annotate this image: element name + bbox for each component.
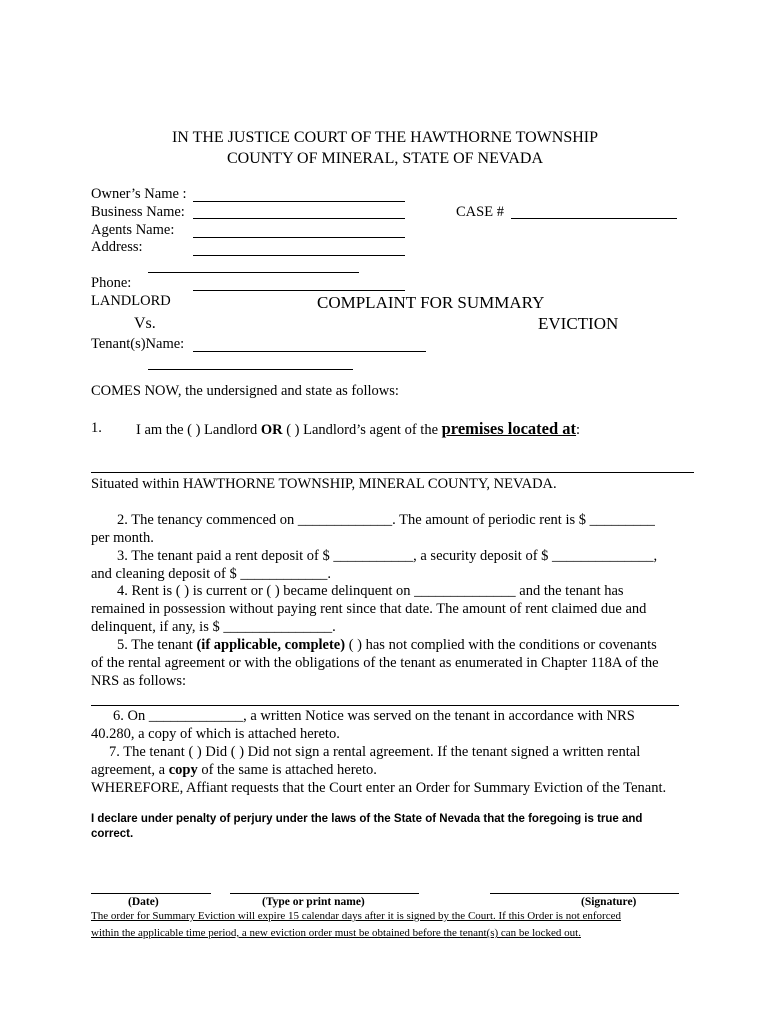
item1-text-a: I am the ( ) Landlord: [136, 422, 261, 438]
tenant-name-field-1[interactable]: [193, 351, 426, 352]
footer-notice-line2: within the applicable time period, a new eviction order must be obtained before the tenant(s) can be locked out.: [91, 927, 581, 939]
agents-name-field[interactable]: [193, 237, 405, 238]
case-number-label: CASE #: [456, 204, 504, 220]
item5-pre: 5. The tenant: [117, 637, 197, 653]
item5-line2: of the rental agreement or with the obligations of the tenant as enumerated in Chapter 118A of the: [91, 655, 659, 671]
item3-line2: and cleaning deposit of $ ____________.: [91, 566, 332, 582]
address-label: Address:: [91, 239, 143, 255]
noncompliance-field[interactable]: [91, 705, 679, 706]
versus-label: Vs.: [134, 315, 156, 332]
signature-line[interactable]: [490, 893, 679, 894]
address-field-2[interactable]: [148, 272, 359, 273]
item5-line3: NRS as follows:: [91, 673, 187, 689]
item6-line2: 40.280, a copy of which is attached hereto.: [91, 726, 340, 742]
tenant-name-field-2[interactable]: [148, 369, 353, 370]
item7-line2: [91, 763, 377, 778]
item5-bold: (if applicable, complete): [196, 637, 346, 653]
print-name-label: (Type or print name): [262, 896, 365, 908]
item1-text-b: ( ) Landlord’s agent of the: [282, 422, 442, 438]
item1-premises: premises located at: [441, 419, 577, 438]
business-name-label: Business Name:: [91, 204, 185, 220]
wherefore-statement: WHEREFORE, Affiant requests that the Court enter an Order for Summary Eviction of the Tenant.: [91, 780, 667, 796]
item5-line1: [117, 638, 657, 653]
date-signature-line[interactable]: [91, 893, 211, 894]
item2-line2: per month.: [91, 530, 154, 546]
owner-name-field[interactable]: [193, 201, 405, 202]
item6-line1: 6. On _____________, a written Notice was served on the tenant in accordance with NRS: [113, 708, 635, 724]
item7-line2-post: of the same is attached hereto.: [197, 762, 377, 778]
declaration-line1: I declare under penalty of perjury under the laws of the State of Nevada that the foregoing is true and: [91, 813, 643, 825]
address-field-1[interactable]: [193, 255, 405, 256]
court-header-line2: COUNTY OF MINERAL, STATE OF NEVADA: [226, 150, 544, 167]
item4-line1: 4. Rent is ( ) is current or ( ) became delinquent on ______________ and the tenant has: [117, 583, 624, 599]
footer-notice-line1: The order for Summary Eviction will expire 15 calendar days after it is signed by the Court. If this Order is not enforced: [91, 910, 621, 922]
signature-label: (Signature): [581, 896, 637, 908]
item7-copy-bold: copy: [168, 762, 198, 778]
item7-line1: 7. The tenant ( ) Did ( ) Did not sign a rental agreement. If the tenant signed a written rental: [109, 744, 641, 760]
item4-line2: remained in possession without paying rent since that date. The amount of rent claimed due and: [91, 601, 647, 617]
declaration-line2: correct.: [91, 828, 134, 840]
complaint-title-line2: EVICTION: [538, 314, 619, 333]
business-name-field[interactable]: [193, 218, 405, 219]
intro-statement: COMES NOW, the undersigned and state as follows:: [91, 383, 399, 399]
item7-line2-pre: agreement, a: [91, 762, 169, 778]
item5-post: ( ) has not complied with the conditions or covenants: [345, 637, 657, 653]
print-name-line[interactable]: [230, 893, 419, 894]
court-header-line1: IN THE JUSTICE COURT OF THE HAWTHORNE TOWNSHIP: [171, 129, 599, 146]
item2-line1: 2. The tenancy commenced on _____________. The amount of periodic rent is $ _________: [117, 512, 655, 528]
phone-label: Phone:: [91, 275, 132, 291]
case-number-field[interactable]: [511, 218, 677, 219]
landlord-label: LANDLORD: [91, 293, 171, 309]
item1-colon: :: [576, 422, 581, 438]
item3-line1: 3. The tenant paid a rent deposit of $ ___________, a security deposit of $ ______________,: [117, 548, 658, 564]
item1-text: [136, 421, 580, 438]
tenant-name-label: Tenant(s)Name:: [91, 336, 185, 352]
item4-line3: delinquent, if any, is $ _______________.: [91, 619, 336, 635]
item1-or: OR: [260, 422, 283, 438]
complaint-title-line1: COMPLAINT FOR SUMMARY: [317, 293, 545, 312]
date-label: (Date): [128, 896, 159, 908]
situated-statement: Situated within HAWTHORNE TOWNSHIP, MINERAL COUNTY, NEVADA.: [91, 476, 557, 492]
premises-address-field[interactable]: [91, 472, 694, 473]
agents-name-label: Agents Name:: [91, 222, 175, 238]
phone-field[interactable]: [193, 290, 405, 291]
owner-name-label: Owner’s Name :: [91, 186, 187, 202]
item1-number: 1.: [91, 420, 102, 436]
